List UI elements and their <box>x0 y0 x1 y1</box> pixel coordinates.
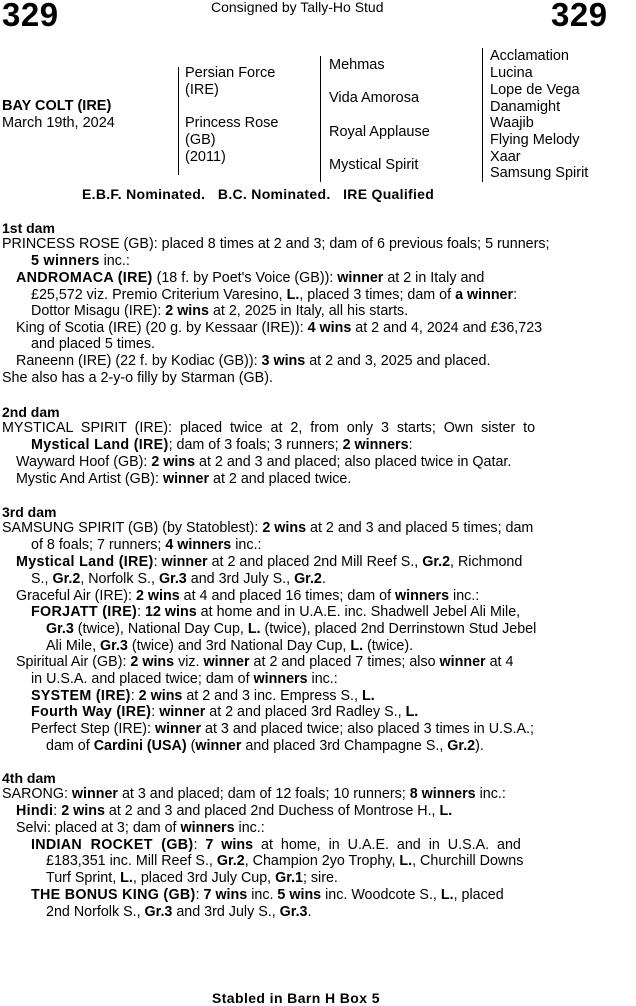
sire-origin: (IRE) <box>185 82 219 98</box>
fourth-dam-bold: L. <box>399 853 413 869</box>
fourth-dam-text: and 3rd July S., <box>172 904 280 920</box>
third-dam-text: ). <box>475 738 484 754</box>
fourth-dam-line-1 <box>2 786 506 803</box>
first-dam-bold: a winner <box>455 287 514 303</box>
third-dam-text: : <box>151 704 160 720</box>
granddam-dam: Mystical Spirit <box>329 157 419 173</box>
first-dam-text: PRINCESS ROSE (GB): placed 8 times at 2 and 3; dam of 6 previous foals; 5 runners; <box>2 236 550 252</box>
fourth-dam-bold: winner <box>71 786 118 802</box>
third-dam-bold: Gr.2 <box>447 738 476 754</box>
fourth-dam-text: ; sire. <box>302 870 338 886</box>
consignor: Consigned by Tally-Ho Stud <box>211 0 384 15</box>
first-dam-line-1 <box>2 236 550 253</box>
fourth-dam-text: inc. <box>247 887 278 903</box>
fourth-dam-bold: winners <box>180 820 235 836</box>
fourth-dam-bold: Gr.2 <box>216 853 245 869</box>
fourth-dam-text: inc.: <box>234 820 265 836</box>
third-dam-bold: 2 wins <box>138 688 183 704</box>
fourth-dam-text: , placed 3rd July Cup, <box>132 870 276 886</box>
fourth-dam-text: 2nd Norfolk S., <box>46 904 145 920</box>
gen3-5: Waajib <box>490 115 534 131</box>
third-dam-text: (twice) and 3rd National Day Cup, <box>127 638 351 654</box>
third-dam-bold: 2 wins <box>130 654 175 670</box>
pedigree-divider-3 <box>482 48 483 182</box>
fourth-dam-line-2 <box>16 803 452 820</box>
third-dam-text: S., <box>31 571 53 587</box>
third-dam-heading: 3rd dam <box>2 504 57 520</box>
third-dam-text: at home and in U.A.E. inc. Shadwell Jebel Ali Mile, <box>196 604 521 620</box>
second-dam-text: Wayward Hoof (GB): <box>16 454 152 470</box>
second-dam-text: at 2 and placed twice. <box>209 471 352 487</box>
third-dam-line-9 <box>16 654 513 671</box>
first-dam-line-5 <box>31 303 408 320</box>
third-dam-text: at 2 and 3 and placed 5 times; dam <box>306 520 534 536</box>
fourth-dam-heading: 4th dam <box>2 770 56 786</box>
third-dam-text: inc.: <box>449 588 480 604</box>
first-dam-text: at 2 and 3, 2025 and placed. <box>305 353 491 369</box>
first-dam-text: : <box>513 287 518 303</box>
second-dam-bold: winner <box>162 471 210 487</box>
third-dam-text: at 2 and 3 inc. Empress S., <box>182 688 362 704</box>
pedigree-divider-2 <box>320 56 321 182</box>
third-dam-text: at 2 and placed 2nd Mill Reef S., <box>207 554 423 570</box>
fourth-dam-line-3 <box>16 820 265 837</box>
third-dam-bold: L. <box>247 621 261 637</box>
third-dam-line-14 <box>46 738 484 755</box>
fourth-dam-line-5 <box>46 853 523 870</box>
second-dam-text: ; dam of 3 foals; 3 runners; <box>168 437 343 453</box>
second-dam-line-4 <box>16 471 351 488</box>
horse-system: SYSTEM (IRE) <box>31 688 131 704</box>
first-dam-heading: 1st dam <box>2 220 55 236</box>
fourth-dam-text: Selvi: placed at 3; dam of <box>16 820 181 836</box>
first-dam-text: at 2 and 4, 2024 and £36,723 <box>351 320 543 336</box>
first-dam-line-8 <box>16 353 490 370</box>
second-dam-bold: 2 wins <box>151 454 196 470</box>
third-dam-bold: winner <box>195 738 242 754</box>
grandsire-dam: Royal Applause <box>329 124 430 140</box>
horse-the-bonus-king: THE BONUS KING (GB) <box>31 887 196 903</box>
second-dam-line-1 <box>2 420 535 437</box>
horse-foaled: March 19th, 2024 <box>2 115 115 131</box>
horse-forjatt: FORJATT (IRE) <box>31 604 138 620</box>
first-dam-text: at 2, 2025 in Italy, all his starts. <box>208 303 409 319</box>
second-dam-text: MYSTICAL SPIRIT (IRE): placed twice at 2, from only 3 starts; Own sister to <box>2 420 536 436</box>
dam-year: (2011) <box>185 149 226 165</box>
fourth-dam-text: at home, in U.A.E. and in U.S.A. and <box>253 837 521 853</box>
fourth-dam-line-8 <box>46 904 311 921</box>
third-dam-bold: winner <box>154 721 202 737</box>
third-dam-text: (twice), placed 2nd Derrinstown Stud Jebel <box>260 621 537 637</box>
second-dam-line-3 <box>16 454 511 471</box>
fourth-dam-text: Turf Sprint, <box>46 870 121 886</box>
third-dam-text: : <box>130 688 139 704</box>
first-dam-text: King of Scotia (IRE) (20 g. by Kessaar (IRE)): <box>16 320 308 336</box>
fourth-dam-line-4 <box>31 837 521 854</box>
lot-number-left: 329 <box>2 0 59 33</box>
gen3-3: Lope de Vega <box>490 82 580 98</box>
third-dam-bold: winners <box>253 671 308 687</box>
fourth-dam-text: , Champion 2yo Trophy, <box>244 853 400 869</box>
third-dam-line-13 <box>31 721 534 738</box>
third-dam-bold: winners <box>395 588 450 604</box>
gen3-1: Acclamation <box>490 48 569 64</box>
fourth-dam-bold: 7 wins <box>205 837 254 853</box>
grandsire-sire: Mehmas <box>329 57 385 73</box>
horse-fourth-way: Fourth Way (IRE) <box>31 704 152 720</box>
third-dam-line-2 <box>31 537 261 554</box>
third-dam-text: : <box>137 604 146 620</box>
first-dam-line-2 <box>31 253 130 270</box>
third-dam-bold: 4 winners <box>165 537 232 553</box>
first-dam-text: inc.: <box>99 253 130 269</box>
horse-hindi: Hindi <box>16 803 54 819</box>
fourth-dam-bold: L. <box>439 803 453 819</box>
third-dam-line-3 <box>16 554 522 571</box>
third-dam-text: at 2 and placed 7 times; also <box>249 654 440 670</box>
third-dam-text: Graceful Air (IRE): <box>16 588 136 604</box>
first-dam-line-7 <box>31 336 155 353</box>
fourth-dam-bold: 2 wins <box>61 803 105 819</box>
first-dam-text: Raneenn (IRE) (22 f. by Kodiac (GB)): <box>16 353 262 369</box>
third-dam-text: Ali Mile, <box>46 638 101 654</box>
third-dam-line-4 <box>31 571 326 588</box>
second-dam-text: Mystic And Artist (GB): <box>16 471 163 487</box>
third-dam-text: Spiritual Air (GB): <box>16 654 131 670</box>
first-dam-bold: 3 wins <box>261 353 306 369</box>
third-dam-line-6 <box>31 604 520 621</box>
pedigree-divider-1 <box>178 67 179 175</box>
third-dam-bold: L. <box>405 704 419 720</box>
third-dam-text: at 4 and placed 16 times; dam of <box>179 588 396 604</box>
third-dam-line-1 <box>2 520 533 537</box>
fourth-dam-text: , placed <box>453 887 504 903</box>
third-dam-line-7 <box>46 621 536 638</box>
fourth-dam-text: inc.: <box>475 786 506 802</box>
granddam-sire: Vida Amorosa <box>329 90 420 106</box>
stabling-footer: Stabled in Barn H Box 5 <box>212 990 380 1006</box>
third-dam-bold: Gr.3 <box>100 638 128 654</box>
fourth-dam-text: : <box>195 887 204 903</box>
gen3-6: Flying Melody <box>490 132 580 148</box>
fourth-dam-text: inc. Woodcote S., <box>321 887 441 903</box>
first-dam-text: Dottor Misagu (IRE): <box>31 303 166 319</box>
third-dam-text: (twice), National Day Cup, <box>73 621 248 637</box>
second-dam-line-2 <box>31 437 413 454</box>
horse-title: BAY COLT (IRE) <box>2 98 112 114</box>
fourth-dam-text: , Churchill Downs <box>412 853 524 869</box>
fourth-dam-bold: Gr.3 <box>279 904 308 920</box>
third-dam-line-8 <box>46 638 413 655</box>
horse-mystical-land: Mystical Land (IRE) <box>31 437 169 453</box>
fourth-dam-bold: Gr.3 <box>144 904 173 920</box>
gen3-2: Lucina <box>490 65 533 81</box>
third-dam-bold: Gr.2 <box>422 554 451 570</box>
third-dam-bold: Gr.3 <box>158 571 187 587</box>
first-dam-text: at 2 in Italy and <box>383 270 485 286</box>
third-dam-line-11 <box>31 688 375 705</box>
third-dam-bold: winner <box>439 654 486 670</box>
horse-mystical-land: Mystical Land (IRE) <box>16 554 154 570</box>
third-dam-text: ( <box>186 738 196 754</box>
first-dam-winners-count: 5 winners <box>31 253 100 269</box>
third-dam-bold: L. <box>361 688 375 704</box>
third-dam-bold: Cardini (USA) <box>93 738 187 754</box>
third-dam-bold: 2 wins <box>262 520 307 536</box>
first-dam-text: £25,572 viz. Premio Criterium Varesino, <box>31 287 287 303</box>
third-dam-text: viz. <box>174 654 204 670</box>
third-dam-bold: 2 wins <box>135 588 180 604</box>
third-dam-text: at 2 and placed 3rd Radley S., <box>205 704 406 720</box>
third-dam-line-10 <box>31 671 338 688</box>
first-dam-text: She also has a 2-y-o filly by Starman (GB). <box>2 370 273 386</box>
third-dam-text: at 3 and placed twice; also placed 3 times in U.S.A.; <box>201 721 535 737</box>
fourth-dam-bold: Gr.1 <box>275 870 303 886</box>
second-dam-bold: 2 winners <box>342 437 409 453</box>
fourth-dam-bold: L. <box>120 870 133 886</box>
fourth-dam-bold: 7 wins <box>203 887 248 903</box>
third-dam-text: and placed 3rd Champagne S., <box>241 738 448 754</box>
first-dam-text: , placed 3 times; dam of <box>299 287 456 303</box>
first-dam-bold: 4 wins <box>307 320 352 336</box>
third-dam-bold: Gr.2 <box>294 571 322 587</box>
third-dam-bold: winner <box>161 554 208 570</box>
dam-origin: (GB) <box>185 132 216 148</box>
gen3-8: Samsung Spirit <box>490 165 589 181</box>
third-dam-text: dam of <box>46 738 94 754</box>
third-dam-text: in U.S.A. and placed twice; dam of <box>31 671 254 687</box>
first-dam-text: (18 f. by Poet's Voice (GB)): <box>152 270 338 286</box>
third-dam-text: , Norfolk S., <box>80 571 159 587</box>
nominations: E.B.F. Nominated. B.C. Nominated. IRE Qualified <box>82 186 435 202</box>
third-dam-text: (twice). <box>363 638 414 654</box>
third-dam-text: . <box>321 571 326 587</box>
third-dam-line-12 <box>31 704 418 721</box>
first-dam-bold: L. <box>286 287 300 303</box>
first-dam-line-6 <box>16 320 542 337</box>
fourth-dam-bold: 5 wins <box>277 887 322 903</box>
gen3-7: Xaar <box>490 149 521 165</box>
first-dam-line-4 <box>31 287 517 304</box>
horse-andromaca: ANDROMACA (IRE) <box>16 270 153 286</box>
first-dam-bold: winner <box>337 270 384 286</box>
second-dam-text: : <box>408 437 413 453</box>
sire-name: Persian Force <box>185 65 276 81</box>
fourth-dam-text: : <box>53 803 62 819</box>
fourth-dam-text: SARONG: <box>2 786 72 802</box>
third-dam-bold: winner <box>203 654 250 670</box>
first-dam-line-9 <box>2 370 273 387</box>
third-dam-text: Perfect Step (IRE): <box>31 721 155 737</box>
fourth-dam-line-7 <box>31 887 504 904</box>
horse-indian-rocket: INDIAN ROCKET (GB) <box>31 837 194 853</box>
fourth-dam-bold: 8 winners <box>409 786 476 802</box>
third-dam-text: inc.: <box>231 537 262 553</box>
first-dam-text: and placed 5 times. <box>31 336 155 352</box>
fourth-dam-line-6 <box>46 870 338 887</box>
first-dam-line-3 <box>16 270 484 287</box>
lot-number-right: 329 <box>551 0 608 33</box>
fourth-dam-text: £183,351 inc. Mill Reef S., <box>46 853 217 869</box>
fourth-dam-text: at 3 and placed; dam of 12 foals; 10 runners; <box>118 786 410 802</box>
third-dam-text: of 8 foals; 7 runners; <box>31 537 166 553</box>
third-dam-bold: 12 wins <box>145 604 197 620</box>
third-dam-line-5 <box>16 588 479 605</box>
fourth-dam-text: at 2 and 3 and placed 2nd Duchess of Montrose H., <box>104 803 440 819</box>
first-dam-bold: 2 wins <box>165 303 209 319</box>
fourth-dam-text: . <box>307 904 312 920</box>
second-dam-heading: 2nd dam <box>2 404 60 420</box>
third-dam-bold: winner <box>159 704 206 720</box>
third-dam-text: , Richmond <box>450 554 523 570</box>
fourth-dam-text: : <box>193 837 206 853</box>
third-dam-text: : <box>153 554 162 570</box>
dam-name: Princess Rose <box>185 115 279 131</box>
third-dam-text: inc.: <box>307 671 338 687</box>
third-dam-text: and 3rd July S., <box>186 571 295 587</box>
gen3-4: Danamight <box>490 99 561 115</box>
third-dam-bold: L. <box>350 638 364 654</box>
third-dam-text: at 4 <box>485 654 514 670</box>
second-dam-text: at 2 and 3 and placed; also placed twice in Qatar. <box>195 454 512 470</box>
third-dam-bold: Gr.3 <box>46 621 74 637</box>
third-dam-bold: Gr.2 <box>52 571 81 587</box>
third-dam-text: SAMSUNG SPIRIT (GB) (by Statoblest): <box>2 520 263 536</box>
fourth-dam-bold: L. <box>440 887 454 903</box>
